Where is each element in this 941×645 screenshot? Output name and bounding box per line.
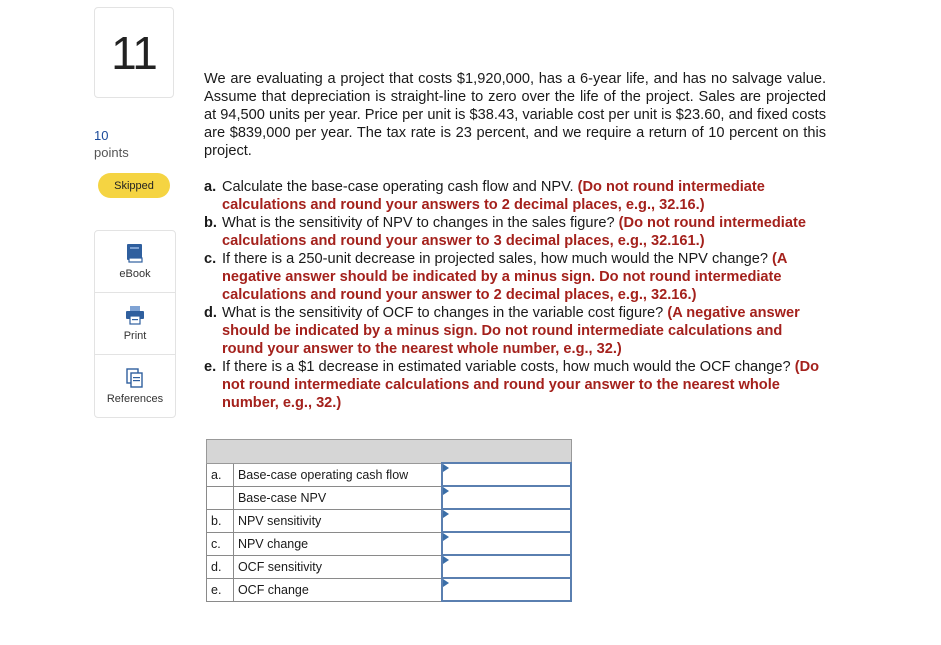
table-row: [207, 463, 572, 486]
references-icon: [126, 368, 144, 388]
table-row: [207, 555, 572, 578]
printer-icon: [125, 305, 145, 325]
row-letter: e.: [207, 578, 234, 601]
part-note: (Do not round intermediate calculations and round your answer to the nearest whole number, e.g., 32.): [222, 359, 820, 411]
flag-marker-icon: [443, 533, 449, 541]
table-row: [207, 532, 572, 555]
row-label: Base-case operating cash flow: [233, 463, 441, 486]
part-d: [204, 304, 826, 358]
row-letter: a.: [207, 463, 234, 486]
part-text: What is the sensitivity of NPV to changes in the sales figure?: [222, 215, 619, 231]
table-row: [207, 486, 572, 509]
points-label: points: [94, 145, 129, 160]
tools-panel: [94, 230, 176, 418]
part-a: [204, 178, 826, 214]
print-button[interactable]: [95, 293, 175, 355]
table-row: [207, 578, 572, 601]
answer-table-header: [207, 440, 572, 464]
row-letter: b.: [207, 509, 234, 532]
table-row: [207, 509, 572, 532]
part-note: (Do not round intermediate calculations and round your answers to 2 decimal places, e.g., 32.16.): [222, 179, 765, 213]
row-label: Base-case NPV: [233, 486, 441, 509]
flag-marker-icon: [443, 510, 449, 518]
part-text: Calculate the base-case operating cash flow and NPV.: [222, 179, 578, 195]
ocf-change-input[interactable]: [443, 580, 570, 599]
row-letter: c.: [207, 532, 234, 555]
base-case-ocf-input[interactable]: [443, 465, 570, 484]
flag-marker-icon: [443, 487, 449, 495]
question-content: [204, 70, 826, 412]
part-e: [204, 358, 826, 412]
npv-sensitivity-input[interactable]: [443, 511, 570, 530]
part-letter: b.: [204, 215, 217, 231]
part-letter: e.: [204, 359, 217, 375]
print-label: Print: [123, 330, 147, 342]
part-note: (Do not round intermediate calculations and round your answer to 3 decimal places, e.g., 32.161.): [222, 215, 806, 249]
references-label: References: [106, 392, 164, 405]
ebook-label: eBook: [119, 268, 151, 280]
flag-marker-icon: [443, 464, 449, 472]
part-text: What is the sensitivity of OCF to changes in the variable cost figure?: [222, 305, 668, 321]
points-value: 10: [94, 128, 109, 143]
ocf-sensitivity-input[interactable]: [443, 557, 570, 576]
status-badge: Skipped: [98, 173, 170, 198]
npv-change-input[interactable]: [443, 534, 570, 553]
part-letter: c.: [204, 251, 217, 267]
part-c: [204, 250, 826, 304]
part-note: (A negative answer should be indicated by a minus sign. Do not round intermediate calculations and round your answer to the nearest whole number, e.g., 32.): [222, 305, 800, 357]
row-letter: [207, 486, 234, 509]
flag-marker-icon: [443, 579, 449, 587]
answer-table: [206, 439, 572, 602]
references-button[interactable]: [95, 355, 175, 417]
part-letter: d.: [204, 305, 217, 321]
part-text: If there is a 250-unit decrease in projected sales, how much would the NPV change?: [222, 251, 773, 267]
question-number-box: [94, 7, 174, 98]
part-b: [204, 214, 826, 250]
base-case-npv-input[interactable]: [443, 488, 570, 507]
part-note: (A negative answer should be indicated by a minus sign. Do not round intermediate calculations and round your answer to 2 decimal places, e.g., 32.16.): [222, 251, 787, 303]
question-number: 11: [111, 26, 157, 79]
row-letter: d.: [207, 555, 234, 578]
row-label: NPV sensitivity: [233, 509, 441, 532]
part-letter: a.: [204, 179, 217, 195]
flag-marker-icon: [443, 556, 449, 564]
book-icon: [126, 243, 144, 263]
question-prompt: We are evaluating a project that costs $1,920,000, has a 6-year life, and has no salvage value. Assume that depreciation is straight-line to zero over the life of the project. Sales are projected at 94,500 units per year. Price per unit is $38.43, variable cost per unit is $23.60, and fixed costs are $839,000 per year. The tax rate is 23 percent, and we require a return of 10 percent on this project.: [204, 71, 826, 159]
question-parts: [204, 178, 826, 412]
row-label: OCF sensitivity: [233, 555, 441, 578]
ebook-button[interactable]: [95, 231, 175, 293]
part-text: If there is a $1 decrease in estimated variable costs, how much would the OCF change?: [222, 359, 795, 375]
row-label: NPV change: [233, 532, 441, 555]
row-label: OCF change: [233, 578, 441, 601]
